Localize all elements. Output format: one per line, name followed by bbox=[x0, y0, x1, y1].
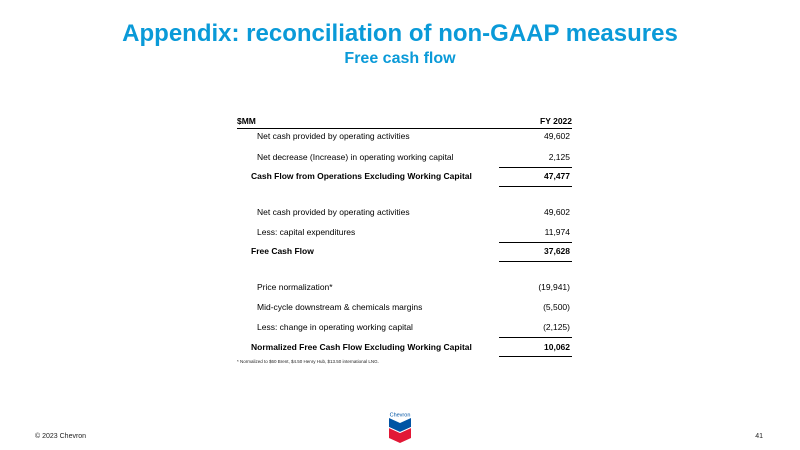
table-row bbox=[237, 131, 572, 143]
row-label: Less: change in operating working capital bbox=[257, 322, 413, 332]
row-label: Net cash provided by operating activities bbox=[257, 131, 410, 141]
row-value: 37,628 bbox=[544, 246, 570, 256]
table-row bbox=[237, 302, 572, 314]
page-subtitle: Free cash flow bbox=[344, 50, 456, 67]
subtotal-rule bbox=[499, 242, 572, 243]
row-value: 47,477 bbox=[544, 171, 570, 181]
table-row-total bbox=[237, 246, 572, 258]
table-row bbox=[237, 152, 572, 164]
row-label: Net decrease (Increase) in operating working capital bbox=[257, 152, 454, 162]
row-label: Normalized Free Cash Flow Excluding Working Capital bbox=[251, 342, 472, 352]
row-value: 10,062 bbox=[544, 342, 570, 352]
row-label: Net cash provided by operating activities bbox=[257, 207, 410, 217]
table-row-total bbox=[237, 171, 572, 183]
row-value: (2,125) bbox=[543, 322, 570, 332]
row-label: Mid-cycle downstream & chemicals margins bbox=[257, 302, 423, 312]
row-value: 49,602 bbox=[544, 131, 570, 141]
total-rule bbox=[499, 261, 572, 262]
row-label: Price normalization* bbox=[257, 282, 333, 292]
row-value: (19,941) bbox=[538, 282, 570, 292]
table-row bbox=[237, 207, 572, 219]
table-row-total bbox=[237, 342, 572, 354]
row-value: 2,125 bbox=[548, 152, 570, 162]
row-label: Less: capital expenditures bbox=[257, 227, 356, 237]
chevron-logo bbox=[383, 410, 417, 444]
logo-text: Chevron bbox=[389, 412, 411, 419]
subtotal-rule bbox=[499, 167, 572, 168]
row-value: (5,500) bbox=[543, 302, 570, 312]
page-title: Appendix: reconciliation of non-GAAP measures bbox=[122, 20, 678, 47]
row-value: 11,974 bbox=[544, 227, 570, 237]
total-rule bbox=[499, 186, 572, 187]
header-unit-label: $MM bbox=[237, 116, 256, 126]
subtotal-rule bbox=[499, 337, 572, 338]
page-number: 41 bbox=[755, 433, 763, 440]
total-rule bbox=[499, 356, 572, 357]
copyright: © 2023 Chevron bbox=[35, 433, 87, 440]
row-value: 49,602 bbox=[544, 207, 570, 217]
row-label: Cash Flow from Operations Excluding Working Capital bbox=[251, 171, 472, 181]
row-label: Free Cash Flow bbox=[251, 246, 314, 256]
table-row bbox=[237, 322, 572, 334]
header-year-label: FY 2022 bbox=[540, 116, 572, 126]
table-row bbox=[237, 227, 572, 239]
footnote: * Normalized to $60 Brent, $4.50 Henry Hub, $13.50 international LNG. bbox=[237, 359, 379, 364]
table-row bbox=[237, 282, 572, 294]
